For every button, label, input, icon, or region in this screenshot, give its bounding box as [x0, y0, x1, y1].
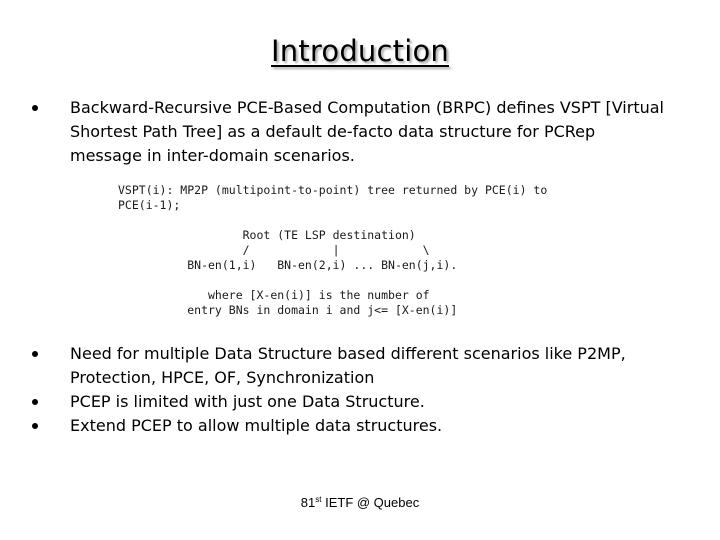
footer-text: IETF @ Quebec	[321, 495, 420, 510]
bullet-dot-icon	[32, 423, 38, 429]
bullet-dot-icon	[32, 351, 38, 357]
bullet-item	[30, 96, 670, 168]
code-line: entry BNs in domain i and j<= [X-en(i)]	[118, 303, 458, 317]
bullet-dot-icon	[32, 105, 38, 111]
code-line: PCE(i-1);	[118, 198, 181, 212]
code-line: VSPT(i): MP2P (multipoint-to-point) tree returned by PCE(i) to	[118, 183, 548, 197]
bullet-dot-icon	[32, 399, 38, 405]
bullet-text: Backward-Recursive PCE-Based Computation (BRPC) defines VSPT [Virtual Shortest Path Tree] as a default de-facto data structure for PCRep message in inter-domain scenarios.	[70, 98, 664, 165]
bullet-item	[30, 342, 670, 390]
bullet-text: PCEP is limited with just one Data Structure.	[70, 392, 425, 411]
bullet-item	[30, 414, 670, 438]
code-line: BN-en(1,i) BN-en(2,i) ... BN-en(j,i).	[118, 258, 458, 272]
code-line: Root (TE LSP destination)	[118, 228, 416, 242]
bullet-list-top	[30, 96, 670, 168]
code-line: / | \	[118, 243, 430, 257]
footer-number: 81	[300, 495, 316, 510]
slide-footer	[0, 494, 720, 512]
bullet-text: Need for multiple Data Structure based different scenarios like P2MP, Protection, HPCE, OF, Synchronization	[70, 344, 626, 387]
code-line: where [X-en(i)] is the number of	[118, 288, 430, 302]
bullet-text: Extend PCEP to allow multiple data structures.	[70, 416, 443, 435]
bullet-list-bottom	[30, 342, 670, 438]
vspt-definition-text	[118, 183, 547, 318]
footer-ordinal-suffix: st	[315, 495, 322, 504]
slide-title: Introduction	[270, 34, 449, 68]
bullet-item	[30, 390, 670, 414]
